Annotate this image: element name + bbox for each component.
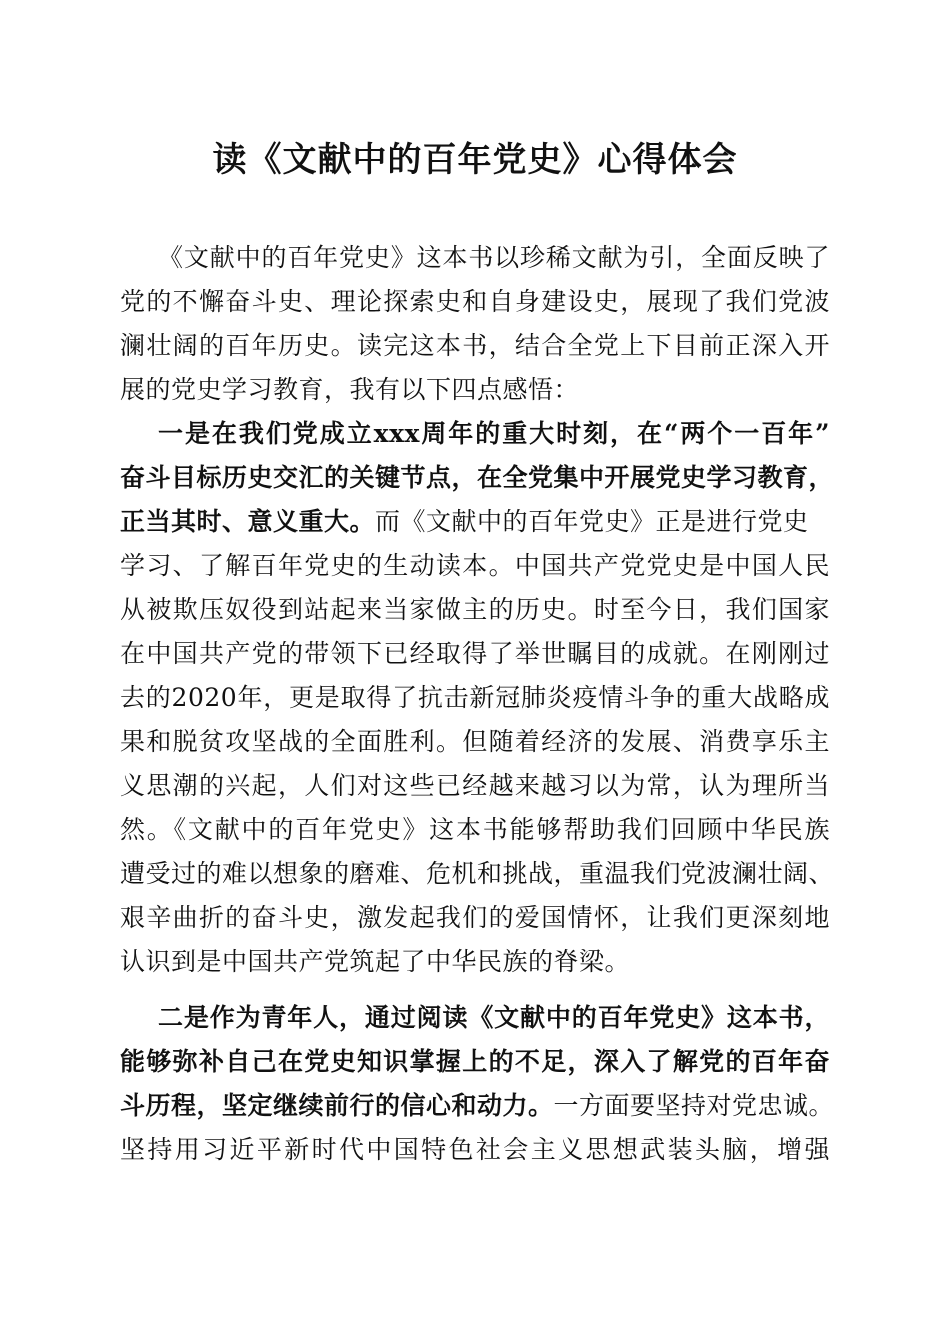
paragraph-3-line-1: 一方面要坚持对党忠诚。 [553,1091,835,1120]
paragraph-2-mixed-line [120,500,830,544]
paragraph-2-line-4: 在中国共产党的带领下已经取得了举世瞩目的成就。在刚刚过 [120,639,830,668]
paragraph-1-line-4: 展的党史学习教育，我有以下四点感悟： [120,375,580,404]
paragraph-3-lead-line-1: 二是作为青年人，通过阅读《文献中的百年党史》这本书， [158,1003,830,1032]
paragraph-2-lead-line-2: 奋斗目标历史交汇的关键节点，在全党集中开展党史学习教育， [120,463,835,492]
paragraph-2-line-7: 义思潮的兴起，人们对这些已经越来越习以为常，认为理所当 [120,771,830,800]
paragraph-2-line-10: 艰辛曲折的奋斗史，激发起我们的爱国情怀，让我们更深刻地 [120,903,830,932]
paragraph-2-line-5: 去的2020年，更是取得了抗击新冠肺炎疫情斗争的重大战略成 [120,683,830,712]
paragraph-2-line-6: 果和脱贫攻坚战的全面胜利。但随着经济的发展、消费享乐主 [120,727,830,756]
paragraph-2-line-3: 从被欺压奴役到站起来当家做主的历史。时至今日，我们国家 [120,595,830,624]
paragraph-3-lead-line-2: 能够弥补自己在党史知识掌握上的不足，深入了解党的百年奋 [120,1047,830,1076]
paragraph-2-line-11: 认识到是中国共产党筑起了中华民族的脊梁。 [120,947,631,976]
paragraph-3-mixed-line [120,1084,835,1128]
paragraph-3-lead-line-3: 斗历程，坚定继续前行的信心和动力。 [120,1091,554,1120]
paragraph-1-line-1: 《文献中的百年党史》这本书以珍稀文献为引，全面反映了 [158,243,830,272]
paragraph-2-line-1: 而《文献中的百年党史》正是进行党史 [375,507,809,536]
paragraph-3-line-2: 坚持用习近平新时代中国特色社会主义思想武装头脑，增强 [120,1135,830,1164]
paragraph-1-line-2: 党的不懈奋斗史、理论探索史和自身建设史，展现了我们党波 [120,287,830,316]
paragraph-2-line-2: 学习、了解百年党史的生动读本。中国共产党党史是中国人民 [120,551,830,580]
document-title: 读《文献中的百年党史》心得体会 [212,140,738,180]
paragraph-2-line-9: 遭受过的难以想象的磨难、危机和挑战，重温我们党波澜壮阔、 [120,859,835,888]
paragraph-2-lead-line-1: 一是在我们党成立xxx周年的重大时刻，在“两个一百年” [158,419,830,448]
paragraph-1-line-3: 澜壮阔的百年历史。读完这本书，结合全党上下目前正深入开 [120,331,830,360]
paragraph-2-lead-line-3: 正当其时、意义重大。 [120,507,376,536]
paragraph-2-line-8: 然。《文献中的百年党史》这本书能够帮助我们回顾中华民族 [120,815,830,844]
